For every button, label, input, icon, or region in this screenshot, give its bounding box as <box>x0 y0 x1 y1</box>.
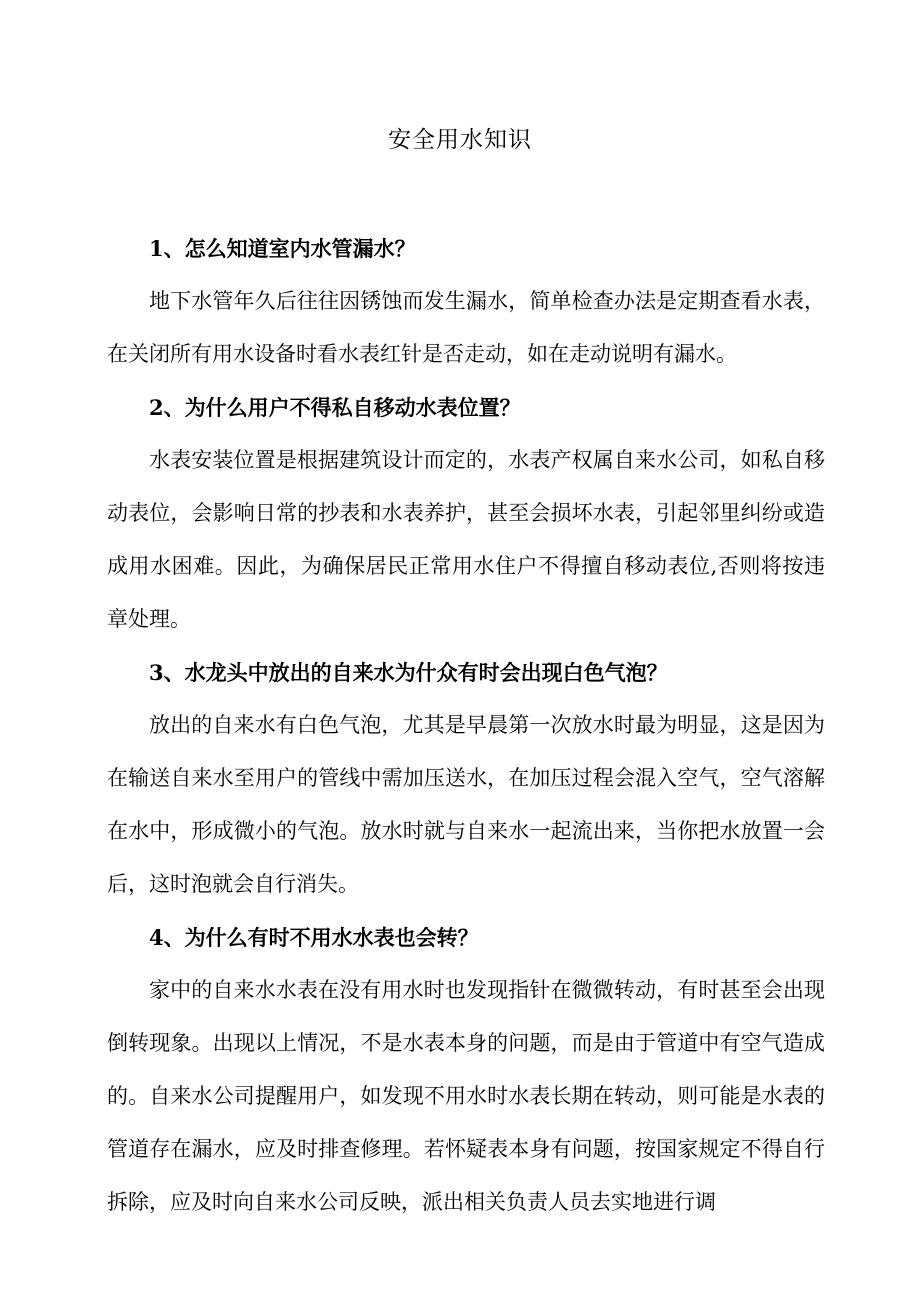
section-2-body: 水表安装位置是根据建筑设计而定的，水表产权属自来水公司，如私自移动表位，会影响日常的抄表和水表养护，甚至会损坏水表，引起邻里纠纷或造成用水困难。因此，为确保居民正常用水住户不得擅自移动表位,否则将按违章处理。 <box>107 448 825 631</box>
section-4-body: 家中的自来水水表在没有用水时也发现指针在微微转动，有时甚至会出现倒转现象。出现以上情况，不是水表本身的问题，而是由于管道中有空气造成的。自来水公司提醒用户，如发现不用水时水表长期在转动，则可能是水表的管道存在漏水，应及时排查修理。若怀疑表本身有问题，按国家规定不得自行拆除，应及时向自来水公司反映，派出相关负责人员去实地进行调 <box>107 978 825 1214</box>
document-title: 安全用水知识 <box>388 127 532 153</box>
section-4-heading: 4、为什么有时不用水水表也会转？ <box>149 925 479 950</box>
section-1-heading: 1、怎么知道室内水管漏水？ <box>149 236 416 261</box>
section-3-heading: 3、水龙头中放出的自来水为什众有时会出现白色气泡？ <box>149 660 668 685</box>
document-body <box>107 222 825 1229</box>
section-3-body: 放出的自来水有白色气泡，尤其是早晨第一次放水时最为明显，这是因为在输送自来水至用户的管线中需加压送水，在加压过程会混入空气，空气溶解在水中，形成微小的气泡。放水时就与自来水一起流出来，当你把水放置一会后，这时泡就会自行消失。 <box>107 713 825 896</box>
section-2-heading: 2、为什么用户不得私自移动水表位置？ <box>149 395 521 420</box>
section-1-body: 地下水管年久后往往因锈蚀而发生漏水，简单检查办法是定期查看水表，在关闭所有用水设备时看水表红针是否走动，如在走动说明有漏水。 <box>107 289 825 366</box>
